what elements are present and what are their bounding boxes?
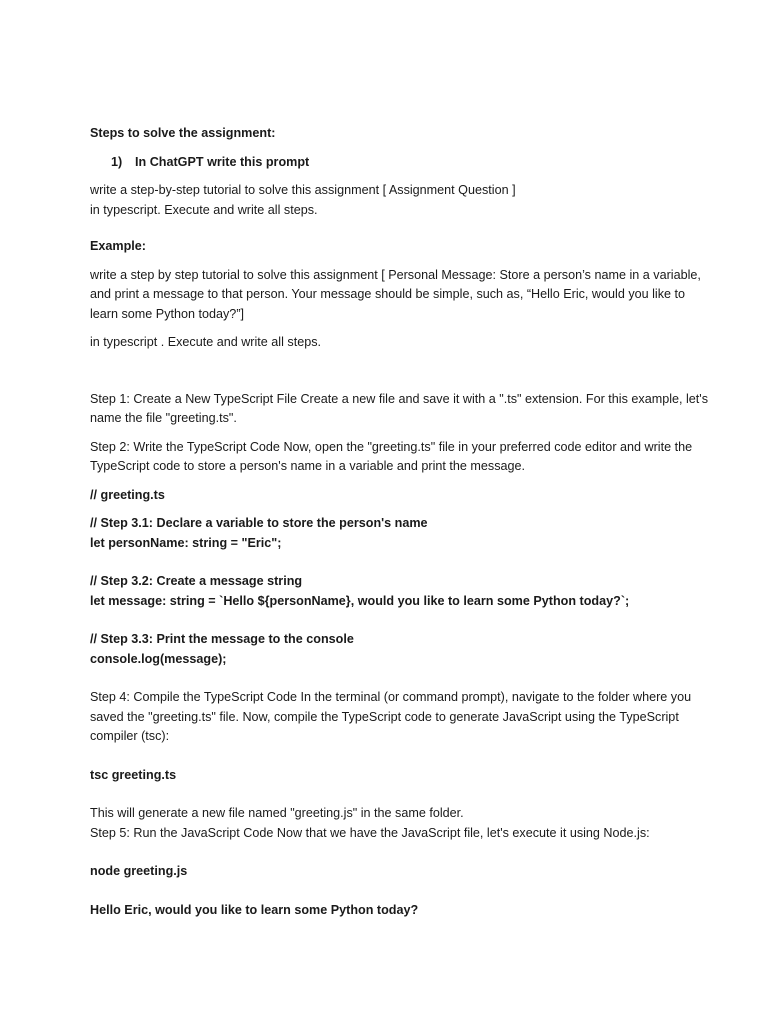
step-label: In ChatGPT write this prompt: [135, 154, 310, 169]
tutorial-step-2: Step 2: Write the TypeScript Code Now, open the "greeting.ts" file in your preferred code editor and write the TypeScript code to store a person's name in a variable and print the message.: [90, 439, 693, 473]
numbered-step-1: [90, 153, 708, 173]
prompt-template-line-2: in typescript. Execute and write all steps.: [90, 202, 318, 217]
code-step-3-3-line: console.log(message);: [90, 651, 227, 666]
code-step-3-2-comment: // Step 3.2: Create a message string: [90, 574, 303, 588]
example-label: Example:: [90, 239, 146, 253]
prompt-template-line-1: write a step-by-step tutorial to solve this assignment [ Assignment Question ]: [90, 183, 516, 197]
tutorial-step-1: Step 1: Create a New TypeScript File Create a new file and save it with a ".ts" extension. For this example, let's name the file "greeting.ts".: [90, 391, 708, 425]
tutorial-step-5: Step 5: Run the JavaScript Code Now that we have the JavaScript file, let's execute it using Node.js:: [90, 825, 650, 840]
code-step-3-1-line: let personName: string = "Eric";: [90, 535, 282, 550]
compile-command: tsc greeting.ts: [90, 767, 177, 782]
code-step-3-2-line: let message: string = `Hello ${personName}, would you like to learn some Python today?`;: [90, 593, 630, 608]
program-output: Hello Eric, would you like to learn some Python today?: [90, 902, 419, 917]
code-step-3-1-comment: // Step 3.1: Declare a variable to store the person's name: [90, 516, 428, 530]
step-number: 1): [111, 154, 123, 169]
run-command: node greeting.js: [90, 864, 188, 878]
code-filename-comment: // greeting.ts: [90, 487, 165, 502]
tutorial-step-4: Step 4: Compile the TypeScript Code In the terminal (or command prompt), navigate to the folder where you saved the "greeting.ts" file. Now, compile the TypeScript code to generate JavaScript using the TypeScript compiler (tsc):: [90, 690, 692, 743]
document-heading: Steps to solve the assignment:: [90, 126, 276, 140]
code-step-3-3-comment: // Step 3.3: Print the message to the console: [90, 632, 354, 646]
generate-note: This will generate a new file named "greeting.js" in the same folder.: [90, 806, 464, 820]
example-prompt: write a step by step tutorial to solve this assignment [ Personal Message: Store a person’s name in a variable, and print a message to that person. Your message should be simple, such as, “Hello Eric, would you like to learn some Python today?”]: [90, 267, 701, 321]
example-suffix: in typescript . Execute and write all steps.: [90, 335, 321, 349]
